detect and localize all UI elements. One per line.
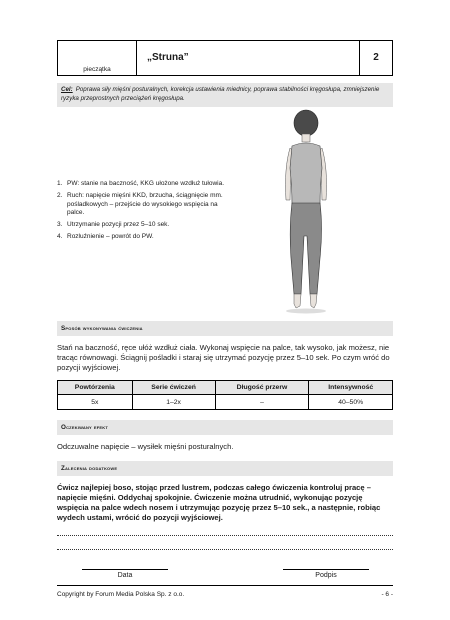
column-header: Intensywność — [309, 381, 393, 395]
goal-label: Cel: — [61, 86, 73, 93]
column-header: Serie ćwiczeń — [132, 381, 215, 395]
date-line — [82, 569, 168, 570]
list-item: 2. Ruch: napięcie mięśni KKD, brzucha, ściągnięcie mm. pośladkowych – przejście do wysokiego wspięcia na palce. — [57, 192, 223, 216]
stamp-cell — [58, 41, 137, 75]
table-cell: – — [215, 395, 309, 410]
page-number: - 6 - — [381, 591, 393, 598]
exercise-steps-list — [57, 180, 232, 246]
goal-text: Poprawa siły mięśni posturalnych, korekcja ustawienia miednicy, poprawa stabilności kręgosłupa, zmniejszenie ryzyka przeprostnych przeciążeń kręgosłupa. — [61, 86, 380, 102]
table-header-row — [58, 381, 393, 395]
exercise-parameters-table — [57, 380, 393, 410]
list-item: 3. Utrzymanie pozycji przez 5–10 sek. — [57, 221, 170, 229]
notes-line — [57, 549, 393, 550]
method-text: Stań na baczność, ręce ułóż wzdłuż ciała. Wykonaj wspięcie na palce, tak wysoko, jak możesz, nie tracąc równowagi. Ściągnij pośladki i staraj się utrzymać pozycję przez 5–10 sek. Po czym wróć do pozycji wyjściowej. — [57, 343, 390, 372]
notes-line — [57, 535, 393, 536]
signature-label: Podpis — [315, 572, 337, 579]
title-cell — [137, 41, 359, 75]
stamp-label: pieczątka — [83, 66, 111, 73]
table-row — [58, 395, 393, 410]
table-cell: 40–50% — [309, 395, 393, 410]
copyright-text: Copyright by Forum Media Polska Sp. z o.o. — [57, 591, 185, 598]
exercise-header — [57, 40, 393, 76]
table-cell: 5x — [58, 395, 133, 410]
list-item: 1. PW: stanie na baczność, KKG ułożone wzdłuż tułowia. — [57, 180, 225, 187]
method-heading: Sposób wykonywania ćwiczenia — [57, 321, 393, 336]
footer-divider — [57, 585, 393, 586]
exercise-number: 2 — [359, 41, 392, 75]
effect-text: Odczuwalne napięcie – wysiłek mięśni posturalnych. — [57, 442, 234, 451]
goal-box — [57, 83, 393, 107]
effect-heading: Oczekiwany efekt — [57, 420, 393, 435]
exercise-figure-illustration — [270, 108, 340, 316]
signature-line — [283, 569, 369, 570]
date-label: Data — [117, 572, 133, 579]
list-item: 4. Rozluźnienie – powrót do PW. — [57, 233, 154, 241]
table-cell: 1–2x — [132, 395, 215, 410]
column-header: Powtórzenia — [58, 381, 133, 395]
recommendations-text: Ćwicz najlepiej boso, stojąc przed lustrem, podczas całego ćwiczenia kontroluj pracę – napięcie mięśni. Oddychaj spokojnie. Ćwiczenie można utrudnić, wykonując pozycję wspięcia na palce wdech nosem i utrzymując pozycję przez 5–10 sek., a następnie, robiąc wydech ustami, wrócić do pozycji wyjściowej. — [57, 483, 381, 522]
column-header: Długość przerw — [215, 381, 309, 395]
recommendations-heading: Zalecenia dodatkowe — [57, 461, 393, 476]
exercise-title: „Struna” — [147, 52, 189, 63]
footer — [57, 591, 393, 598]
